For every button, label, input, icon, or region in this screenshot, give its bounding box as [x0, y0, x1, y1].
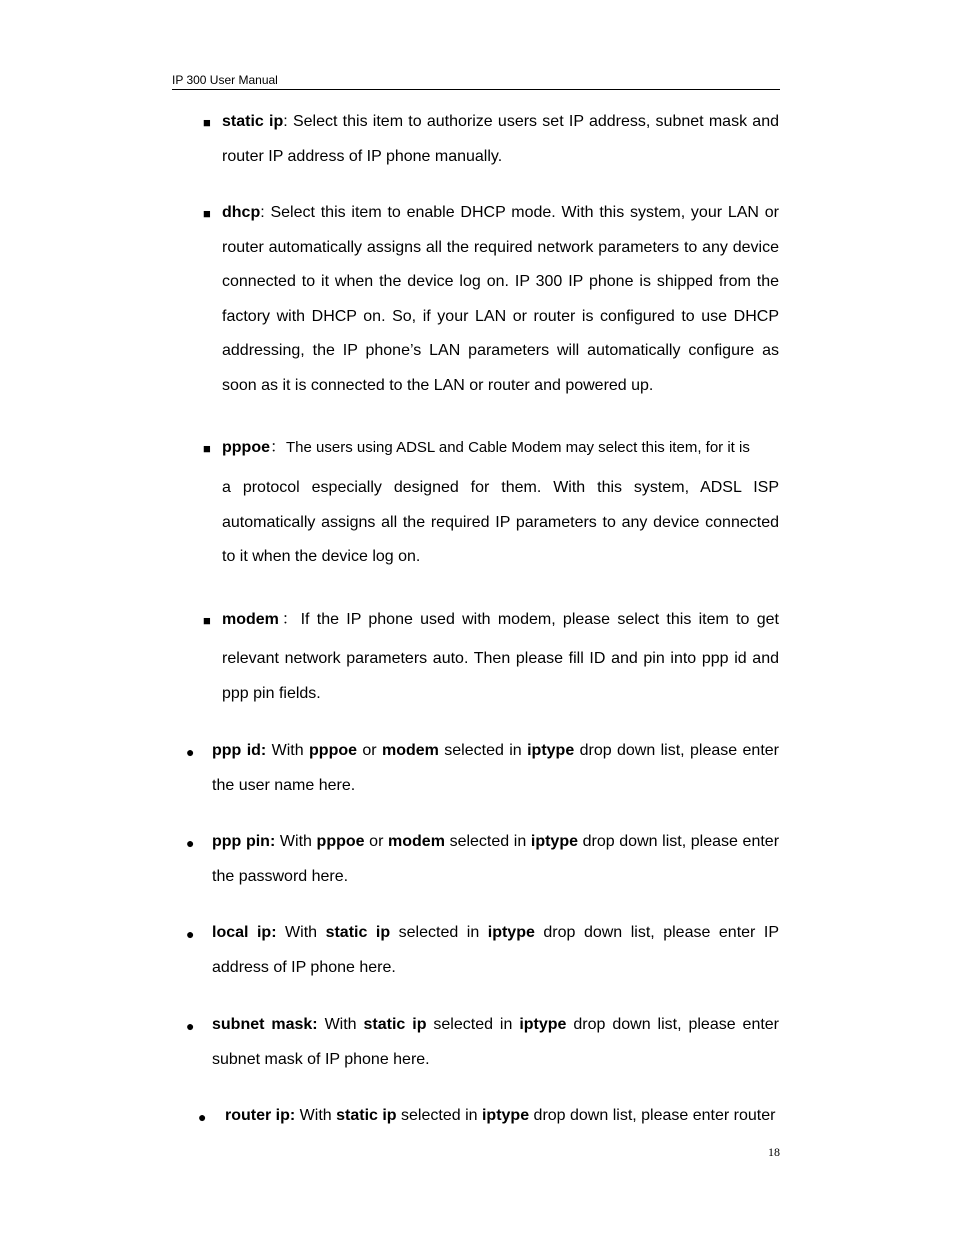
text-modem-1: If the IP phone used with modem, please select this item to get — [300, 611, 779, 628]
item-modem-line2: relevant network parameters auto. Then please fill ID and pin into ppp id and ppp pin fields. — [222, 650, 779, 702]
item-static-ip: static ip: Select this item to authorize users set IP address, subnet mask and router IP address of IP phone manually. — [222, 113, 779, 165]
square-bullet-icon: ■ — [203, 613, 211, 628]
field-ppp-pin: ppp pin: With pppoe or modem selected in iptype drop down list, please enter the password here. — [212, 833, 780, 885]
text-static-ip: Select this item to authorize users set IP address, subnet mask and router IP address of IP phone manually. — [222, 113, 779, 165]
square-bullet-icon: ■ — [203, 441, 211, 456]
term-dhcp: dhcp — [222, 204, 261, 221]
round-bullet-icon: ● — [186, 1018, 195, 1034]
item-pppoe-line2: a protocol especially designed for them. With this system, ADSL ISP automatically assigns all the required IP parameters to any device connected to it when the device log on. — [222, 479, 779, 565]
round-bullet-icon: ● — [198, 1109, 207, 1125]
square-bullet-icon: ■ — [203, 206, 211, 221]
running-header: IP 300 User Manual — [172, 73, 780, 90]
item-modem-line1: modem：If the IP phone used with modem, please select this item to get — [222, 611, 779, 628]
field-ppp-id: ppp id: With pppoe or modem selected in iptype drop down list, please enter the user name here. — [212, 742, 779, 794]
square-bullet-icon: ■ — [203, 115, 211, 130]
text-dhcp: Select this item to enable DHCP mode. With this system, your LAN or router automatically assigns all the required network parameters to any device connected to it when the device log on. IP 300 IP phone is shipped from the factory with DHCP on. So, if your LAN or router is configured to use DHCP addressing, the IP phone’s LAN parameters will automatically configure as soon as it is connected to the LAN or router and powered up. — [222, 204, 780, 394]
round-bullet-icon: ● — [186, 926, 195, 942]
field-router-ip: router ip: With static ip selected in iptype drop down list, please enter router — [225, 1107, 776, 1124]
item-dhcp: dhcp: Select this item to enable DHCP mode. With this system, your LAN or router automatically assigns all the required network parameters to any device connected to it when the device log on. IP 300 IP phone is shipped from the factory with DHCP on. So, if your LAN or router is configured to use DHCP addressing, the IP phone’s LAN parameters will automatically configure as soon as it is connected to the LAN or router and powered up. — [222, 204, 780, 394]
item-pppoe-line1: pppoe：The users using ADSL and Cable Modem may select this item, for it is — [222, 439, 750, 456]
term-pppoe: pppoe — [222, 439, 270, 456]
field-local-ip: local ip: With static ip selected in iptype drop down list, please enter IP address of IP phone here. — [212, 924, 780, 976]
round-bullet-icon: ● — [186, 835, 195, 851]
term-static-ip: static ip — [222, 113, 284, 130]
round-bullet-icon: ● — [186, 744, 195, 760]
text-pppoe-1: The users using ADSL and Cable Modem may select this item, for it is — [286, 439, 750, 456]
field-subnet-mask: subnet mask: With static ip selected in iptype drop down list, please enter subnet mask of IP phone here. — [212, 1016, 780, 1068]
page-number: 18 — [768, 1145, 780, 1159]
term-modem: modem — [222, 611, 279, 628]
